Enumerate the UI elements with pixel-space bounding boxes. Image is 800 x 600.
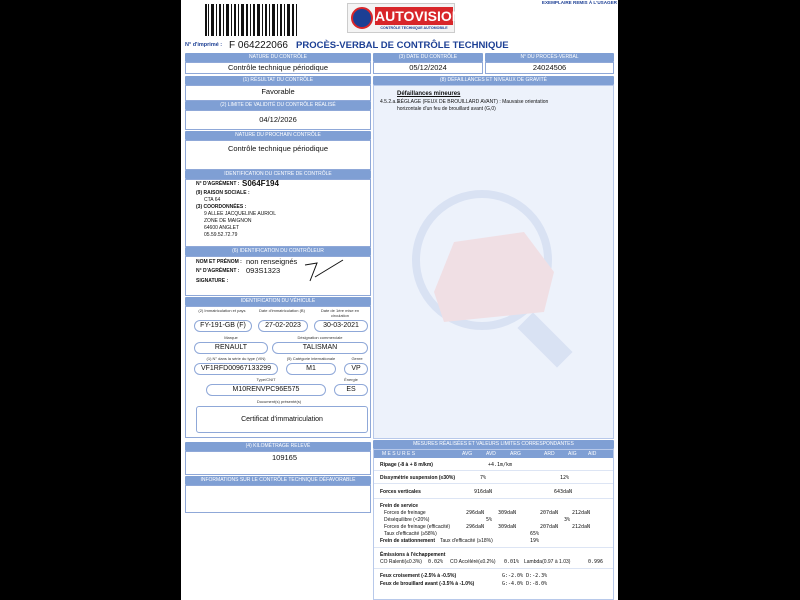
measures-column-bar — [374, 450, 613, 458]
brake-force-ard: 212daN — [572, 510, 591, 516]
efficiency-force-arg: 207daN — [540, 524, 559, 530]
imbalance-rear: 3% — [564, 517, 571, 523]
centre-address-1: 9 ALLEE JACQUELINE AURIOL — [204, 211, 276, 217]
info-box — [185, 485, 371, 513]
watermark-magnifier-icon — [394, 172, 594, 372]
vehicle-box — [185, 306, 371, 438]
efficiency-force-avd: 309daN — [498, 524, 517, 530]
parking-brake-label: Frein de stationnement — [380, 538, 436, 544]
suspension-label: Dissymétrie suspension (≤30%) — [380, 475, 455, 481]
defects-section-title: Défaillances mineures — [397, 91, 461, 97]
pv-number-box — [485, 62, 614, 74]
reg-field: FY-191-GB (F) — [194, 320, 252, 332]
type-field: M10RENVPC96E575 — [206, 384, 326, 396]
row-divider — [374, 498, 613, 499]
controller-agreement-label: N° D'AGRÉMENT : — [196, 268, 240, 274]
suspension-front: 7% — [480, 475, 487, 481]
ripage-label: Ripage (-8 à + 8 m/km) — [380, 462, 433, 468]
controller-agreement: 093S1323 — [246, 266, 281, 275]
controller-name: non renseignés — [246, 257, 298, 266]
controller-name-label: NOM ET PRÉNOM : — [196, 259, 242, 265]
col-aig: AIG — [568, 451, 577, 457]
model-field: TALISMAN — [272, 342, 368, 354]
first-reg-caption: Date d'immatriculation (B) — [259, 308, 305, 313]
nature-box — [185, 62, 371, 74]
result-box — [185, 85, 371, 101]
controller-box — [185, 256, 371, 296]
validity-box — [185, 110, 371, 130]
row-divider — [374, 483, 613, 484]
barcode — [203, 4, 299, 36]
controller-signature-label: SIGNATURE : — [196, 278, 229, 284]
centre-agreement: S064F194 — [242, 179, 279, 188]
mileage-header: (4) KILOMÉTRAGE RELEVÉ — [185, 442, 371, 451]
first-use-field: 30-03-2021 — [314, 320, 368, 332]
centre-box — [185, 179, 371, 247]
centre-agreement-label: N° D'AGRÉMENT : — [196, 181, 240, 187]
info-header: INFORMATIONS SUR LE CONTRÔLE TECHNIQUE DÉFAVORABLE — [185, 476, 371, 485]
first-use-caption: Date de 1ère mise en circulation — [320, 308, 360, 318]
col-avg: AVG — [462, 451, 473, 457]
centre-coords-label: (3) COORDONNÉES : — [196, 204, 247, 210]
vin-caption: (1) N° dans la série du type (VIN) — [206, 356, 266, 361]
mileage-box — [185, 451, 371, 475]
fog-lamp-label: Feux de brouillard avant (-3.5% à -1.0%) — [380, 581, 475, 587]
genre-caption: Genre — [351, 356, 363, 361]
docs-caption: Document(s) présenté(s) — [256, 399, 302, 404]
result-header: (1) RÉSULTAT DU CONTRÔLE — [185, 76, 371, 85]
autovision-logo — [347, 3, 462, 33]
imbalance-label: Déséquilibre (<20%) — [384, 517, 430, 523]
vehicle-header: IDENTIFICATION DU VÉHICULE — [185, 297, 371, 306]
first-reg-field: 27-02-2023 — [258, 320, 308, 332]
col-ard: ARD — [544, 451, 555, 457]
defect-code: 4.5.2.a.1. — [380, 99, 401, 105]
nature-header: NATURE DU CONTRÔLE — [185, 53, 371, 62]
measures-head: M E S U R E S — [382, 451, 416, 457]
date-header: (3) DATE DU CONTRÔLE — [373, 53, 483, 62]
co-accel-label: CO Accéléré(≤0.2%) — [450, 559, 496, 565]
page-title: PROCÈS-VERBAL DE CONTRÔLE TECHNIQUE — [296, 40, 509, 51]
dipped-beam-label: Feux croisement (-2.5% à -0.5%) — [380, 573, 457, 579]
defect-line-1: RÉGLAGE (FEUX DE BROUILLARD AVANT) : Mauvaise orientation — [397, 99, 549, 105]
date-box — [373, 62, 483, 74]
defects-header: (8) DÉFAILLANCES ET NIVEAUX DE GRAVITÉ — [373, 76, 614, 85]
type-caption: Type/CNIT — [256, 377, 276, 382]
efficiency-rate-label: Taux d'efficacité (≥58%) — [384, 531, 437, 537]
brake-force-avg: 296daN — [466, 510, 485, 516]
copy-note: EXEMPLAIRE REMIS À L'USAGER — [541, 0, 617, 5]
efficiency-force-ard: 212daN — [572, 524, 591, 530]
signature-graphic — [301, 257, 351, 283]
row-divider — [374, 568, 613, 569]
co-idle: 0.02% — [428, 559, 444, 565]
next-control-box — [185, 140, 371, 170]
co-idle-label: CO Ralenti(≤0.3%) — [380, 559, 422, 565]
next-control-header: NATURE DU PROCHAIN CONTRÔLE — [185, 131, 371, 140]
brand-name: AUTOVISION — [375, 8, 462, 24]
printed-number: F 064222066 — [229, 40, 288, 51]
row-divider — [374, 470, 613, 471]
energy-field: ES — [334, 384, 368, 396]
centre-header: IDENTIFICATION DU CENTRE DE CONTRÔLE — [185, 170, 371, 179]
col-aid: AID — [588, 451, 597, 457]
parking-rate: 19% — [530, 538, 540, 544]
defect-line-2: horizontale d'un feu de brouillard avant (G,0) — [397, 106, 496, 112]
controller-header: (6) IDENTIFICATION DU CONTRÔLEUR — [185, 247, 371, 256]
efficiency-rate: 65% — [530, 531, 540, 537]
barcode-graphic — [203, 4, 299, 36]
efficiency-force-label: Forces de freinage (efficacité) — [384, 524, 451, 530]
model-caption: Désignation commerciale — [297, 335, 343, 340]
centre-phone: 05.59.52.72.79 — [204, 232, 238, 238]
brake-force-label: Forces de freinage — [384, 510, 426, 516]
brake-force-arg: 207daN — [540, 510, 559, 516]
brake-force-avd: 309daN — [498, 510, 517, 516]
validity-header: (2) LIMITE DE VALIDITÉ DU CONTRÔLE RÉALISÉ — [185, 101, 371, 110]
parking-rate-label: Taux d'efficacité (≥18%) — [440, 538, 493, 544]
mileage-value: 109165 — [272, 453, 298, 462]
col-arg: ARG — [510, 451, 521, 457]
centre-address-2: ZONE DE MAIGNON — [204, 218, 252, 224]
docs-field — [196, 406, 368, 433]
vin-field: VF1RFD00967133299 — [194, 363, 278, 375]
brand-subtitle: CONTRÔLE TECHNIQUE AUTOMOBILE — [380, 26, 448, 30]
row-divider — [374, 547, 613, 548]
suspension-rear: 12% — [560, 475, 570, 481]
centre-company: CTA 64 — [204, 197, 221, 203]
energy-caption: Énergie — [344, 377, 358, 382]
category-caption: (5) Catégorie internationale — [286, 356, 336, 361]
printed-number-label: N° d'imprimé : — [185, 42, 223, 48]
logo-emblem-icon — [351, 7, 373, 29]
make-caption: Marque — [224, 335, 238, 340]
emissions-label: Émissions à l'échappement — [380, 552, 446, 558]
ripage-value: +4.1m/km — [488, 462, 513, 468]
reg-caption: (2) Immatriculation et pays — [198, 308, 246, 313]
validity-value: 04/12/2026 — [259, 115, 297, 124]
lambda-label: Lambda(0.97 à 1.03) — [524, 559, 571, 565]
vertical-forces-rear: 643daN — [554, 489, 573, 495]
inspection-report-sheet — [181, 0, 618, 600]
vertical-forces-label: Forces verticales — [380, 489, 421, 495]
make-field: RENAULT — [194, 342, 268, 354]
centre-address-3: 64600 ANGLET — [204, 225, 240, 231]
pv-number-header: N° DU PROCÈS-VERBAL — [485, 53, 614, 62]
fog-lamp: G:-4.0% D:-8.0% — [502, 581, 548, 587]
imbalance-front: 5% — [486, 517, 493, 523]
measures-panel — [373, 449, 614, 600]
lambda: 0.996 — [588, 559, 604, 565]
co-accel: 0.01% — [504, 559, 520, 565]
vertical-forces-front: 916daN — [474, 489, 493, 495]
next-control-value: Contrôle technique périodique — [227, 144, 329, 153]
centre-company-label: (9) RAISON SOCIALE : — [196, 190, 250, 196]
col-avd: AVD — [486, 451, 496, 457]
category-field: M1 — [286, 363, 336, 375]
measures-header: MESURES RÉALISÉES ET VALEURS LIMITES CORRESPONDANTES — [373, 440, 614, 449]
dipped-beam: G:-2.0% D:-2.3% — [502, 573, 548, 579]
service-brake-label: Frein de service — [380, 503, 419, 509]
genre-field: VP — [344, 363, 368, 375]
docs-value: Certificat d'immatriculation — [241, 416, 323, 423]
efficiency-force-avg: 296daN — [466, 524, 485, 530]
defects-panel — [373, 85, 614, 439]
pv-number-value: 24024506 — [532, 63, 567, 72]
nature-value: Contrôle technique périodique — [227, 63, 329, 72]
result-value: Favorable — [261, 87, 295, 96]
date-value: 05/12/2024 — [409, 63, 447, 72]
